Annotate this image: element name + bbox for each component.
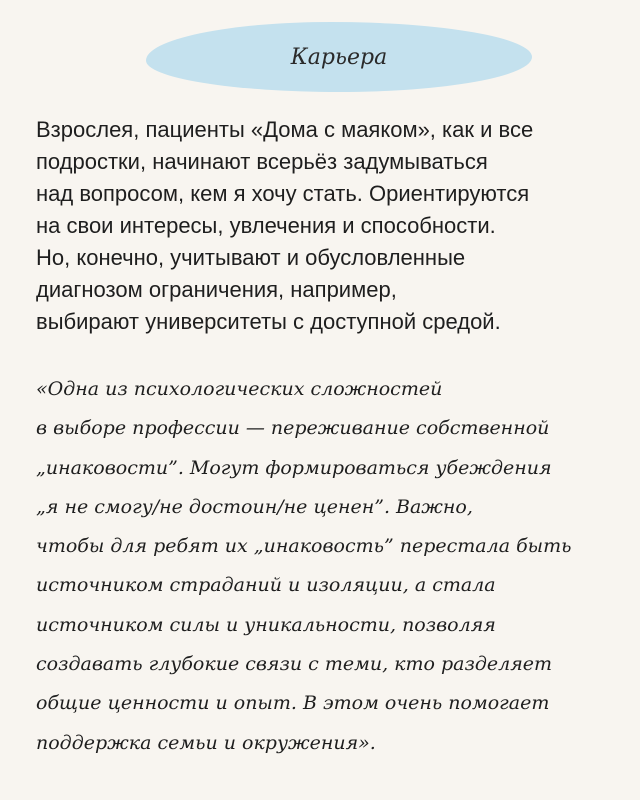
paragraph-line: на свои интересы, увлечения и способности. — [36, 213, 496, 238]
quote-line: „инаковости”. Могут формироваться убеждения — [36, 456, 552, 479]
quote-line: «Одна из психологических сложностей — [36, 378, 443, 400]
quote-block — [36, 370, 616, 763]
quote-line: источником силы и уникальности, позволяя — [36, 613, 496, 636]
quote-line: источником страданий и изоляции, а стала — [36, 574, 496, 597]
paragraph-line: выбирают университеты с доступной средой. — [36, 309, 501, 334]
quote-line: в выборе профессии — переживание собственной — [36, 417, 550, 440]
paragraph-line: Но, конечно, учитывают и обусловленные — [36, 245, 466, 270]
quote-line: поддержка семьи и окружения». — [36, 731, 376, 754]
paragraph-line: подростки, начинают всерьёз задумываться — [36, 149, 488, 174]
page-title: Карьера — [290, 44, 388, 70]
paragraph-line: диагнозом ограничения, например, — [36, 277, 397, 302]
quote-line: создавать глубокие связи с теми, кто разделяет — [36, 653, 553, 676]
quote-line: „я не смогу/не достоин/не ценен”. Важно, — [36, 495, 473, 518]
title-badge — [146, 22, 532, 92]
paragraph-line: над вопросом, кем я хочу стать. Ориентируются — [36, 181, 530, 206]
main-paragraph — [36, 114, 616, 338]
quote-line: чтобы для ребят их „инаковость” перестала быть — [36, 535, 572, 558]
paragraph-line: Взрослея, пациенты «Дома с маяком», как и все — [36, 117, 534, 142]
quote-line: общие ценности и опыт. В этом очень помогает — [36, 692, 550, 715]
